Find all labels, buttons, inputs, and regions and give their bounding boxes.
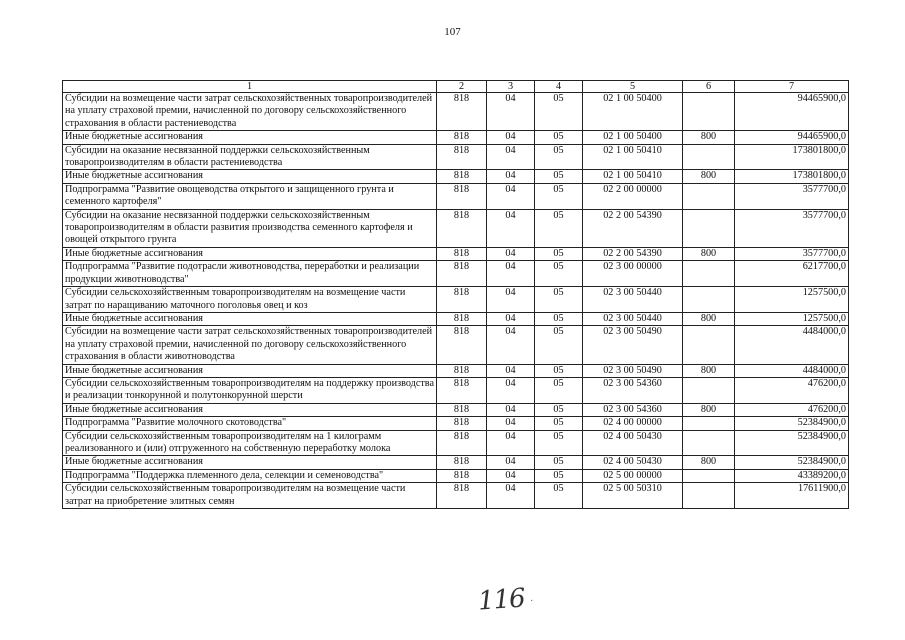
row-expense-type (683, 483, 735, 509)
row-ministry: 818 (437, 183, 487, 209)
row-expense-type (683, 430, 735, 456)
row-name: Иные бюджетные ассигнования (63, 312, 437, 325)
row-target-article: 02 4 00 50430 (583, 456, 683, 469)
row-ministry: 818 (437, 144, 487, 170)
row-subsection: 05 (535, 247, 583, 260)
row-target-article: 02 3 00 50440 (583, 287, 683, 313)
row-amount: 52384900,0 (735, 417, 849, 430)
row-expense-type (683, 183, 735, 209)
table-row (63, 170, 849, 183)
row-ministry: 818 (437, 261, 487, 287)
row-ministry: 818 (437, 287, 487, 313)
row-amount: 17611900,0 (735, 483, 849, 509)
row-name: Субсидии сельскохозяйственным товаропроизводителям на 1 килограмм реализованного и (или) отгруженного на собственную переработку молока (63, 430, 437, 456)
row-ministry: 818 (437, 469, 487, 482)
row-section: 04 (487, 417, 535, 430)
row-target-article: 02 5 00 00000 (583, 469, 683, 482)
table-row (63, 403, 849, 416)
row-target-article: 02 5 00 50310 (583, 483, 683, 509)
row-amount: 6217700,0 (735, 261, 849, 287)
row-ministry: 818 (437, 456, 487, 469)
row-amount: 94465900,0 (735, 131, 849, 144)
row-name: Субсидии на возмещение части затрат сельскохозяйственных товаропроизводителей на уплату страховой премии, начисленной по договору сельскохозяйственного страхования в области животноводства (63, 326, 437, 364)
table-row (63, 469, 849, 482)
row-subsection: 05 (535, 377, 583, 403)
row-amount: 43389200,0 (735, 469, 849, 482)
row-amount: 1257500,0 (735, 287, 849, 313)
row-section: 04 (487, 287, 535, 313)
row-name: Иные бюджетные ассигнования (63, 456, 437, 469)
row-subsection: 05 (535, 483, 583, 509)
col-header-expense-type: 6 (683, 81, 735, 93)
row-section: 04 (487, 209, 535, 247)
row-target-article: 02 1 00 50400 (583, 131, 683, 144)
row-section: 04 (487, 469, 535, 482)
row-name: Субсидии на оказание несвязанной поддержки сельскохозяйственным товаропроизводителям в области растениеводства (63, 144, 437, 170)
row-target-article: 02 4 00 00000 (583, 417, 683, 430)
row-name: Субсидии сельскохозяйственным товаропроизводителям на поддержку производства и реализации тонкорунной и полутонкорунной шерсти (63, 377, 437, 403)
row-name: Иные бюджетные ассигнования (63, 131, 437, 144)
row-name: Субсидии на оказание несвязанной поддержки сельскохозяйственным товаропроизводителям в области развития производства семенного картофеля и овощей открытого грунта (63, 209, 437, 247)
table-row (63, 209, 849, 247)
row-expense-type: 800 (683, 170, 735, 183)
table-row (63, 364, 849, 377)
row-expense-type (683, 287, 735, 313)
row-expense-type (683, 417, 735, 430)
page-number: 107 (444, 26, 461, 38)
row-name: Иные бюджетные ассигнования (63, 247, 437, 260)
table-row (63, 417, 849, 430)
row-ministry: 818 (437, 131, 487, 144)
row-subsection: 05 (535, 261, 583, 287)
row-amount: 52384900,0 (735, 456, 849, 469)
row-amount: 476200,0 (735, 377, 849, 403)
row-target-article: 02 3 00 50440 (583, 312, 683, 325)
row-section: 04 (487, 93, 535, 131)
row-amount: 3577700,0 (735, 183, 849, 209)
row-subsection: 05 (535, 364, 583, 377)
row-ministry: 818 (437, 170, 487, 183)
row-target-article: 02 4 00 50430 (583, 430, 683, 456)
row-expense-type (683, 377, 735, 403)
row-amount: 4484000,0 (735, 326, 849, 364)
row-target-article: 02 3 00 54360 (583, 377, 683, 403)
row-target-article: 02 3 00 54360 (583, 403, 683, 416)
row-target-article: 02 2 00 54390 (583, 209, 683, 247)
row-subsection: 05 (535, 93, 583, 131)
row-name: Подпрограмма "Поддержка племенного дела, селекции и семеноводства" (63, 469, 437, 482)
row-amount: 173801800,0 (735, 144, 849, 170)
row-section: 04 (487, 364, 535, 377)
row-target-article: 02 1 00 50410 (583, 170, 683, 183)
row-name: Подпрограмма "Развитие овощеводства открытого и защищенного грунта и семенного картофеля" (63, 183, 437, 209)
row-subsection: 05 (535, 170, 583, 183)
row-ministry: 818 (437, 247, 487, 260)
row-expense-type (683, 93, 735, 131)
table-row (63, 247, 849, 260)
col-header-ministry: 2 (437, 81, 487, 93)
row-subsection: 05 (535, 403, 583, 416)
table-body (63, 93, 849, 509)
table-row (63, 183, 849, 209)
row-name: Подпрограмма "Развитие подотрасли животноводства, переработки и реализации продукции животноводства" (63, 261, 437, 287)
col-header-target-article: 5 (583, 81, 683, 93)
row-ministry: 818 (437, 417, 487, 430)
row-subsection: 05 (535, 430, 583, 456)
row-name: Субсидии сельскохозяйственным товаропроизводителям на возмещение части затрат по наращиванию маточного поголовья овец и коз (63, 287, 437, 313)
row-name: Иные бюджетные ассигнования (63, 170, 437, 183)
row-section: 04 (487, 456, 535, 469)
row-section: 04 (487, 312, 535, 325)
col-header-section: 3 (487, 81, 535, 93)
row-subsection: 05 (535, 417, 583, 430)
row-ministry: 818 (437, 377, 487, 403)
row-ministry: 818 (437, 209, 487, 247)
row-amount: 1257500,0 (735, 312, 849, 325)
row-target-article: 02 3 00 50490 (583, 326, 683, 364)
row-section: 04 (487, 483, 535, 509)
row-expense-type (683, 469, 735, 482)
row-ministry: 818 (437, 403, 487, 416)
row-expense-type: 800 (683, 364, 735, 377)
header-row (63, 81, 849, 93)
col-header-amount: 7 (735, 81, 849, 93)
row-ministry: 818 (437, 326, 487, 364)
table-row (63, 483, 849, 509)
row-subsection: 05 (535, 326, 583, 364)
row-section: 04 (487, 261, 535, 287)
row-ministry: 818 (437, 93, 487, 131)
row-section: 04 (487, 170, 535, 183)
col-header-name: 1 (63, 81, 437, 93)
row-section: 04 (487, 247, 535, 260)
row-section: 04 (487, 377, 535, 403)
row-amount: 173801800,0 (735, 170, 849, 183)
stray-mark: · (530, 596, 534, 607)
row-subsection: 05 (535, 183, 583, 209)
row-amount: 94465900,0 (735, 93, 849, 131)
row-expense-type: 800 (683, 403, 735, 416)
row-amount: 476200,0 (735, 403, 849, 416)
row-target-article: 02 1 00 50400 (583, 93, 683, 131)
row-amount: 52384900,0 (735, 430, 849, 456)
row-ministry: 818 (437, 312, 487, 325)
row-target-article: 02 3 00 00000 (583, 261, 683, 287)
row-expense-type: 800 (683, 131, 735, 144)
row-subsection: 05 (535, 469, 583, 482)
row-section: 04 (487, 183, 535, 209)
table-row (63, 377, 849, 403)
row-amount: 4484000,0 (735, 364, 849, 377)
row-section: 04 (487, 430, 535, 456)
row-subsection: 05 (535, 312, 583, 325)
row-name: Подпрограмма "Развитие молочного скотоводства" (63, 417, 437, 430)
row-ministry: 818 (437, 364, 487, 377)
row-ministry: 818 (437, 430, 487, 456)
row-name: Иные бюджетные ассигнования (63, 403, 437, 416)
row-subsection: 05 (535, 131, 583, 144)
row-amount: 3577700,0 (735, 247, 849, 260)
row-subsection: 05 (535, 144, 583, 170)
col-header-subsection: 4 (535, 81, 583, 93)
row-subsection: 05 (535, 287, 583, 313)
row-target-article: 02 1 00 50410 (583, 144, 683, 170)
table-row (63, 326, 849, 364)
handwritten-page-number: 116 (477, 583, 526, 617)
row-expense-type (683, 326, 735, 364)
row-section: 04 (487, 326, 535, 364)
row-section: 04 (487, 144, 535, 170)
row-expense-type (683, 261, 735, 287)
table-row (63, 456, 849, 469)
table-row (63, 131, 849, 144)
row-name: Иные бюджетные ассигнования (63, 364, 437, 377)
row-name: Субсидии на возмещение части затрат сельскохозяйственных товаропроизводителей на уплату страховой премии, начисленной по договору сельскохозяйственного страхования в области растениеводства (63, 93, 437, 131)
table-row (63, 430, 849, 456)
row-subsection: 05 (535, 209, 583, 247)
row-section: 04 (487, 403, 535, 416)
row-section: 04 (487, 131, 535, 144)
table-row (63, 144, 849, 170)
row-expense-type (683, 209, 735, 247)
row-amount: 3577700,0 (735, 209, 849, 247)
row-expense-type (683, 144, 735, 170)
row-subsection: 05 (535, 456, 583, 469)
table-row (63, 93, 849, 131)
table-row (63, 261, 849, 287)
table-row (63, 312, 849, 325)
row-target-article: 02 2 00 54390 (583, 247, 683, 260)
table-row (63, 287, 849, 313)
budget-table (62, 80, 849, 509)
row-expense-type: 800 (683, 247, 735, 260)
row-target-article: 02 3 00 50490 (583, 364, 683, 377)
row-name: Субсидии сельскохозяйственным товаропроизводителям на возмещение части затрат на приобретение элитных семян (63, 483, 437, 509)
row-expense-type: 800 (683, 312, 735, 325)
row-ministry: 818 (437, 483, 487, 509)
row-target-article: 02 2 00 00000 (583, 183, 683, 209)
row-expense-type: 800 (683, 456, 735, 469)
